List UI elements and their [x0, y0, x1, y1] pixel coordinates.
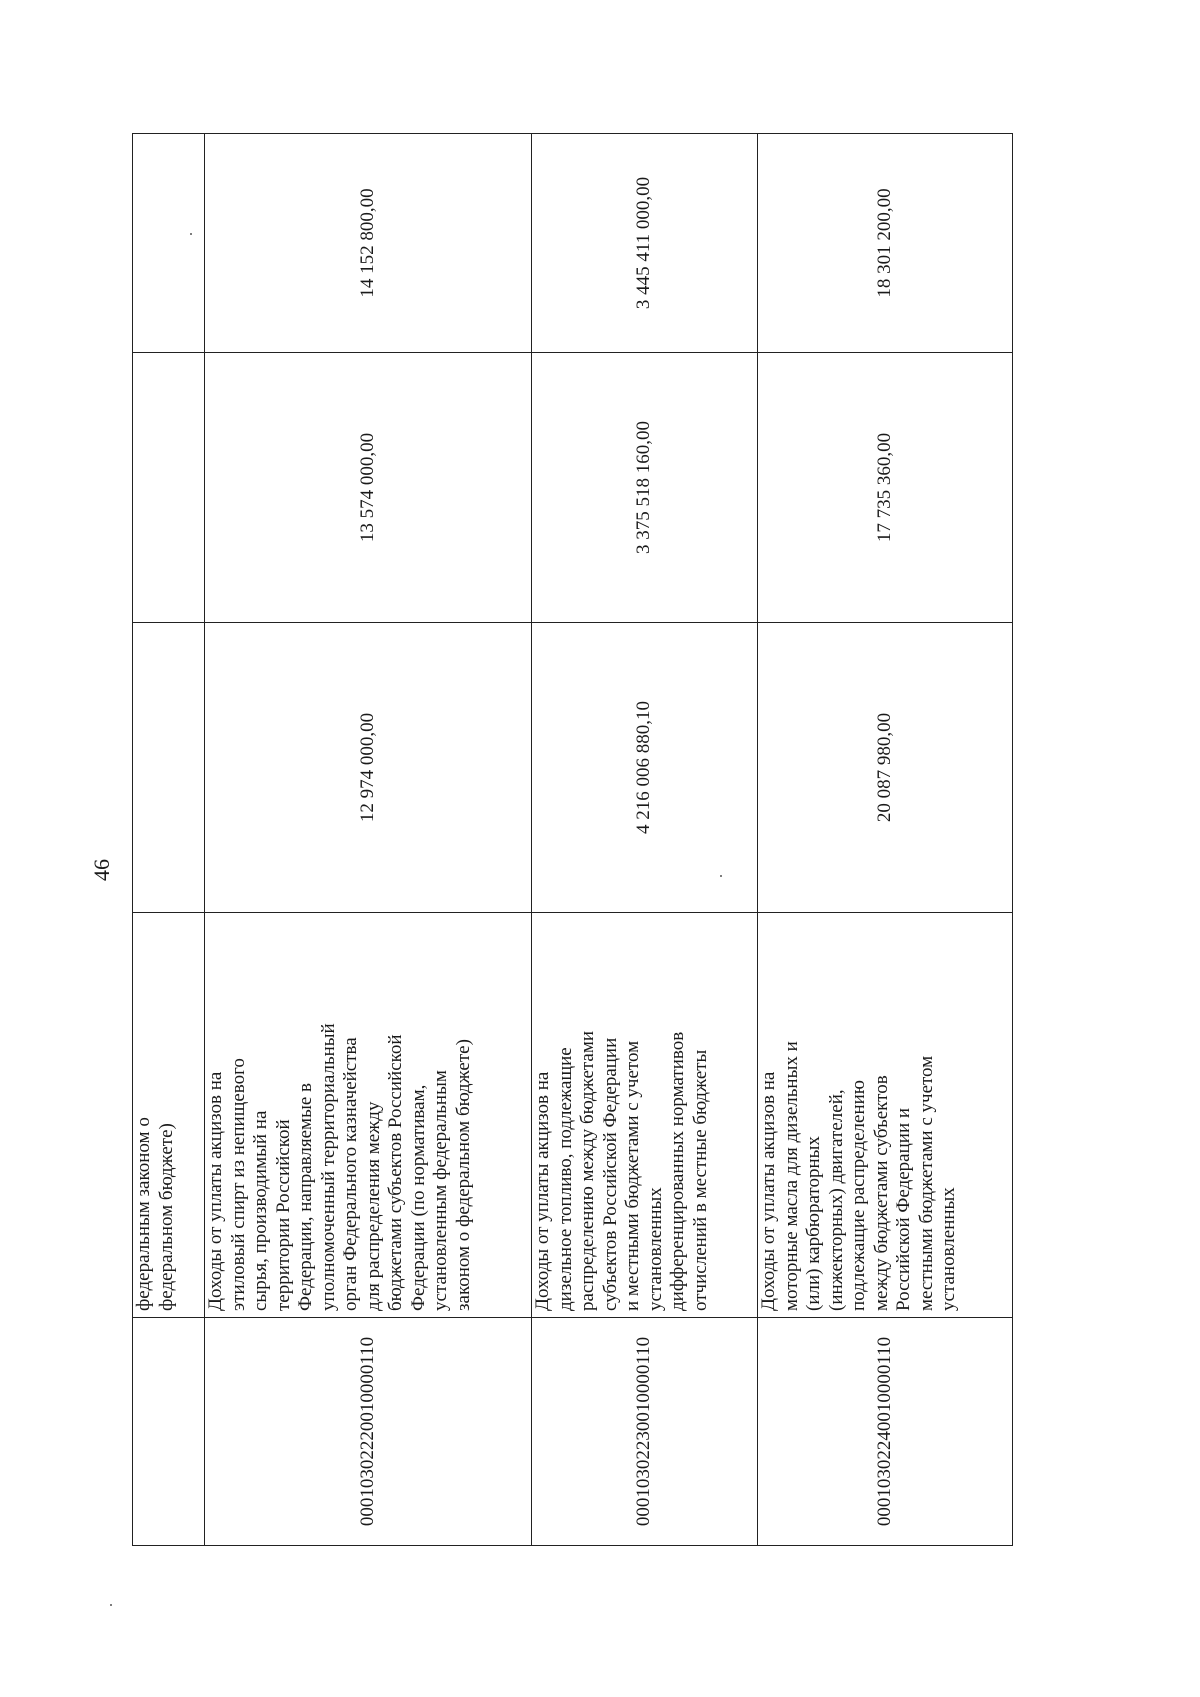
description-line: распределению между бюджетами: [577, 1030, 598, 1311]
description-line: установленных: [644, 1187, 666, 1311]
description-line: моторные масла для дизельных и: [780, 1041, 802, 1311]
description-line: Федерации (по нормативам,: [407, 1084, 429, 1311]
value-cell: 13 574 000,00: [205, 353, 532, 623]
value-cell: 3 445 411 000,00: [532, 134, 758, 353]
table-row: [205, 134, 532, 1546]
description-line: Доходы от уплаты акцизов на: [758, 1071, 779, 1311]
description-cell: [758, 913, 1013, 1318]
value-cell: 18 301 200,00: [758, 134, 1013, 353]
description-line: отчислений в местные бюджеты: [689, 1049, 711, 1311]
value-cell: 20 087 980,00: [758, 623, 1013, 913]
code-cell: 00010302220010000110: [205, 1318, 532, 1546]
description-line: законом о федеральном бюджете): [452, 1039, 474, 1311]
description-line: Федерации, направляемые в: [295, 1083, 316, 1311]
description-line: местными бюджетами с учетом: [915, 1055, 937, 1311]
value-cell: [133, 134, 205, 353]
table-row: [133, 134, 205, 1546]
description-line: Доходы от уплаты акцизов на: [205, 1071, 226, 1311]
value-cell: 17 735 360,00: [758, 353, 1013, 623]
description-line: территории Российской: [272, 1119, 294, 1311]
description-line: уполномоченный территориальный: [317, 1023, 339, 1311]
value-cell: 3 375 518 160,00: [532, 353, 758, 623]
description-line: сырья, производимый на: [250, 1110, 271, 1311]
value-cell: 4 216 006 880,10: [532, 623, 758, 913]
description-line: этиловый спирт из непищевого: [227, 1058, 249, 1311]
description-line: и местными бюджетами с учетом: [622, 1040, 643, 1311]
description-cell: [205, 913, 532, 1318]
description-line: установленным федеральным: [430, 1070, 451, 1311]
value-cell: 14 152 800,00: [205, 134, 532, 353]
description-line: орган Федерального казначейства: [340, 1037, 361, 1311]
value-cell: 12 974 000,00: [205, 623, 532, 913]
description-line: Российской Федерации и: [893, 1107, 914, 1311]
budget-table: [132, 133, 1013, 1546]
code-cell: 00010302240010000110: [758, 1318, 1013, 1546]
description-line: между бюджетами субъектов: [870, 1075, 892, 1311]
description-line: установленных: [938, 1187, 959, 1311]
scan-speck: [110, 1604, 112, 1606]
description-line: (или) карбюраторных: [803, 1136, 824, 1311]
description-line: федеральном бюджете): [155, 1123, 177, 1311]
description-line: Доходы от уплаты акцизов на: [532, 1071, 553, 1311]
description-line: (инжекторных) двигателей,: [825, 1089, 847, 1311]
code-cell: [133, 1318, 205, 1546]
description-line: для распределения между: [362, 1101, 384, 1311]
description-line: субъектов Российской Федерации: [599, 1037, 621, 1311]
table-frame: [132, 134, 1012, 1546]
table-row: [758, 134, 1013, 1546]
description-line: дизельное топливо, подлежащие: [554, 1047, 576, 1311]
description-cell: [133, 913, 205, 1318]
code-cell: 00010302230010000110: [532, 1318, 758, 1546]
description-line: подлежащие распределению: [848, 1079, 869, 1311]
value-cell: [133, 353, 205, 623]
description-line: дифференцированных нормативов: [667, 1031, 688, 1311]
description-line: бюджетами субъектов Российской: [385, 1034, 406, 1311]
description-line: федеральным законом о: [133, 1117, 154, 1311]
description-cell: [532, 913, 758, 1318]
value-cell: [133, 623, 205, 913]
table-row: [532, 134, 758, 1546]
page-number: 46: [89, 859, 114, 881]
